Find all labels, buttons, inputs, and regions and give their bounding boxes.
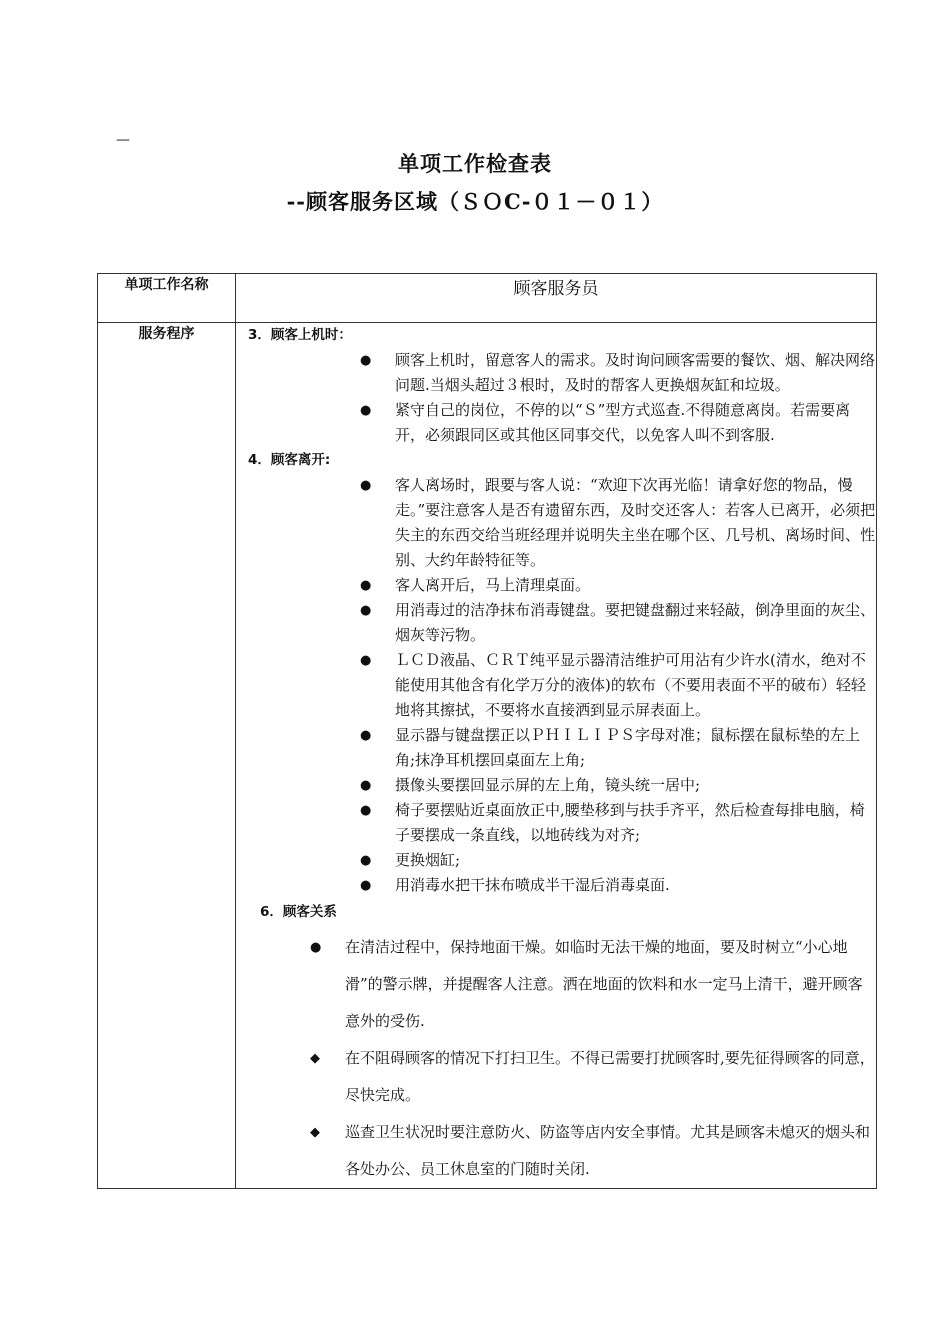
- bullet-icon: ●: [360, 403, 372, 418]
- item-text: 用消毒过的洁净抹布消毒键盘。要把键盘翻过来轻敲，倒净里面的灰尘、烟灰等污物。: [395, 601, 876, 644]
- page-title: 单项工作检查表: [398, 151, 552, 176]
- list-item: [236, 398, 876, 448]
- list-item: [236, 773, 876, 798]
- list-item: [236, 598, 876, 648]
- item-text: 紧守自己的岗位，不停的以“Ｓ”型方式巡查.不得随意离岗。若需要离开，必须跟同区或其他区同事交代，以免客人叫不到客服.: [395, 401, 851, 444]
- section-heading: 4．顾客离开:: [248, 452, 331, 468]
- page-subtitle: --顾客服务区域（ＳＯC-０１－０１）: [286, 189, 664, 214]
- bullet-icon: ●: [310, 940, 322, 955]
- bullet-icon: ●: [360, 478, 372, 493]
- procedure-row: [98, 323, 877, 1189]
- item-text: 巡查卫生状况时要注意防火、防盗等店内安全事情。尤其是顾客未熄灭的烟头和各处办公、员工休息室的门随时关闭.: [345, 1123, 871, 1178]
- bullet-icon: ●: [360, 578, 372, 593]
- procedure-content: [236, 323, 877, 1189]
- bullet-icon: ●: [360, 778, 372, 793]
- list-item: [236, 1040, 876, 1114]
- list-item: [236, 348, 876, 398]
- header-mark: —: [116, 132, 130, 148]
- section-list: [236, 473, 876, 898]
- diamond-bullet-icon: ◆: [310, 1051, 320, 1066]
- bullet-icon: ●: [360, 653, 372, 668]
- section-list: [236, 348, 876, 448]
- checklist-table: [97, 273, 877, 1189]
- section-heading: 6．顾客关系: [260, 904, 337, 920]
- list-item: [236, 848, 876, 873]
- item-text: 客人离场时，跟要与客人说：“欢迎下次再光临！请拿好您的物品，慢走。”要注意客人是否有遗留东西，及时交还客人：若客人已离开，必须把失主的东西交给当班经理并说明失主坐在哪个区、几号机、离场时间、性别、大约年龄特征等。: [395, 476, 876, 569]
- item-text: 在清洁过程中，保持地面干燥。如临时无法干燥的地面，要及时树立“小心地滑”的警示牌，并提醒客人注意。洒在地面的饮料和水一定马上清干，避开顾客意外的受伤.: [345, 938, 863, 1030]
- bullet-icon: ●: [360, 603, 372, 618]
- list-item: [236, 929, 876, 1040]
- bullet-icon: ●: [360, 803, 372, 818]
- task-name-value: 顾客服务员: [236, 274, 877, 323]
- list-item: [236, 798, 876, 848]
- list-item: [236, 873, 876, 898]
- bullet-icon: ●: [360, 728, 372, 743]
- item-text: ＬＣＤ液晶、ＣＲＴ纯平显示器清洁维护可用沾有少许水(清水，绝对不能使用其他含有化学万分的液体)的软布（不要用表面不平的破布）轻轻地将其擦拭，不要将水直接洒到显示屏表面上。: [395, 651, 866, 719]
- item-text: 更换烟缸;: [395, 851, 461, 869]
- item-text: 在不阻碍顾客的情况下打扫卫生。不得已需要打扰顾客时,要先征得顾客的同意，尽快完成。: [345, 1049, 875, 1104]
- diamond-bullet-icon: ◆: [310, 1125, 320, 1140]
- bullet-icon: ●: [360, 878, 372, 893]
- list-item: [236, 1114, 876, 1188]
- item-text: 用消毒水把干抹布喷成半干湿后消毒桌面.: [395, 876, 670, 894]
- item-text: 椅子要摆贴近桌面放正中,腰垫移到与扶手齐平，然后检查每排电脑，椅子要摆成一条直线，以地砖线为对齐;: [395, 801, 865, 844]
- list-item: [236, 648, 876, 723]
- item-text: 客人离开后，马上清理桌面。: [395, 576, 591, 594]
- list-item: [236, 473, 876, 573]
- table-header-row: [98, 274, 877, 323]
- item-text: 顾客上机时，留意客人的需求。及时询问顾客需要的餐饮、烟、解决网络问题.当烟头超过３根时，及时的帮客人更换烟灰缸和垃圾。: [395, 351, 876, 394]
- section-list: [236, 929, 876, 1188]
- list-item: [236, 723, 876, 773]
- item-text: 摄像头要摆回显示屏的左上角，镜头统一居中;: [395, 776, 701, 794]
- bullet-icon: ●: [360, 853, 372, 868]
- procedure-label: 服务程序: [98, 323, 236, 1189]
- bullet-icon: ●: [360, 353, 372, 368]
- section-heading: 3．顾客上机时：: [248, 327, 352, 343]
- task-name-label: 单项工作名称: [98, 274, 236, 323]
- item-text: 显示器与键盘摆正以ＰＨＩＬＩＰＳ字母对准；鼠标摆在鼠标垫的左上角;抹净耳机摆回桌面左上角;: [395, 726, 861, 769]
- list-item: [236, 573, 876, 598]
